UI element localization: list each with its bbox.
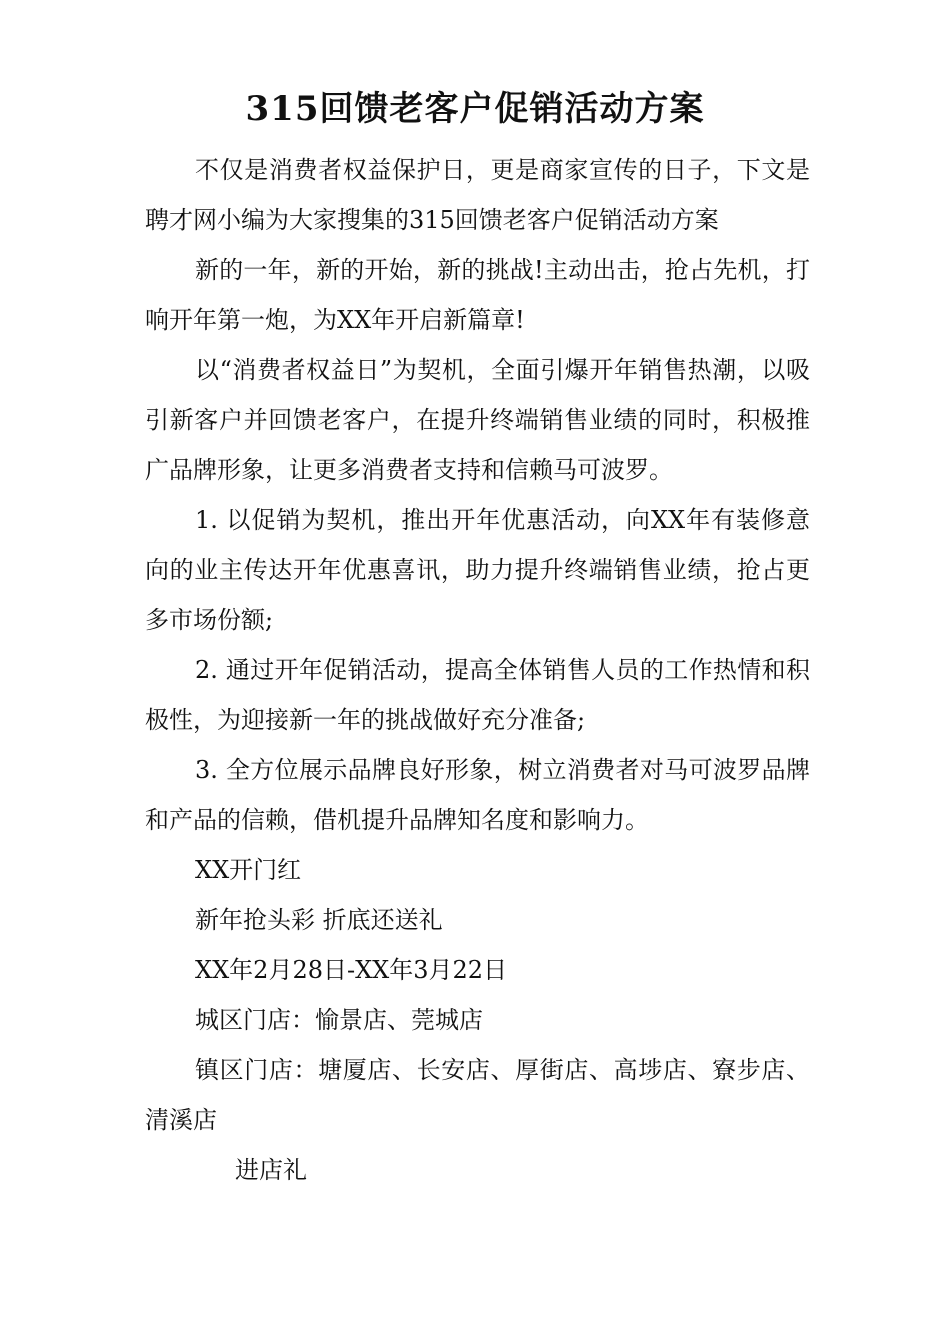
paragraph-town-stores: 镇区门店：塘厦店、长安店、厚街店、高埗店、寮步店、清溪店	[145, 1056, 810, 1134]
paragraph-goal-2: 2. 通过开年促销活动，提高全体销售人员的工作热情和积极性，为迎接新一年的挑战做好充分准备;	[145, 656, 810, 734]
document-title: 315回馈老客户促销活动方案	[245, 89, 705, 129]
paragraph-theme: XX开门红	[195, 856, 302, 884]
paragraph-goal-3: 3. 全方位展示品牌良好形象，树立消费者对马可波罗品牌和产品的信赖，借机提升品牌知名度和影响力。	[145, 756, 810, 834]
paragraph-goal-1: 1. 以促销为契机，推出开年优惠活动，向XX年有装修意向的业主传达开年优惠喜讯，助力提升终端销售业绩，抢占更多市场份额;	[145, 506, 810, 634]
paragraph-intro: 不仅是消费者权益保护日，更是商家宣传的日子，下文是聘才网小编为大家搜集的315回馈老客户促销活动方案	[145, 156, 810, 234]
paragraph-city-stores: 城区门店：愉景店、莞城店	[195, 1006, 483, 1034]
paragraph-purpose: 以“消费者权益日”为契机，全面引爆开年销售热潮，以吸引新客户并回馈老客户，在提升终端销售业绩的同时，积极推广品牌形象，让更多消费者支持和信赖马可波罗。	[145, 356, 810, 484]
document-body	[145, 145, 810, 1195]
paragraph-slogan: 新年抢头彩 折底还送礼	[195, 906, 443, 934]
paragraph-new-year: 新的一年，新的开始，新的挑战!主动出击，抢占先机，打响开年第一炮，为XX年开启新篇章!	[145, 256, 810, 334]
paragraph-entry-gift: 进店礼	[235, 1156, 307, 1184]
paragraph-date-range: XX年2月28日-XX年3月22日	[195, 956, 508, 984]
